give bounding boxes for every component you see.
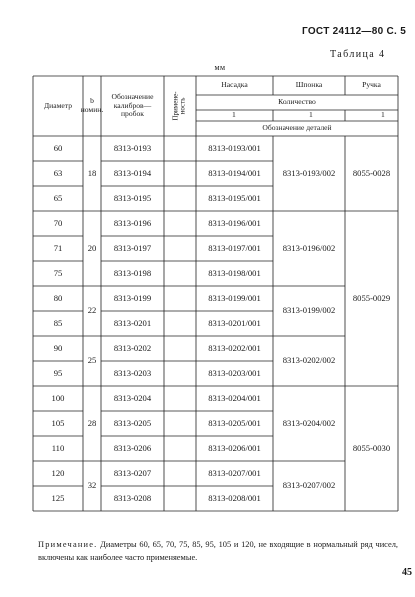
col-header-diameter	[33, 76, 83, 136]
quantity-value	[196, 110, 273, 121]
quantity-value-text: 1	[381, 110, 385, 120]
cell-gauge-text: 8313-0196	[113, 217, 152, 228]
cell-gauge-text: 8313-0201	[113, 317, 152, 328]
cell-diameter-text: 63	[53, 167, 63, 178]
cell-gauge-text: 8313-0195	[113, 192, 152, 203]
cell-shponka-text: 8313-0207/002	[282, 480, 336, 491]
cell-shponka-text: 8313-0204/002	[282, 417, 336, 428]
cell-nasadka	[196, 261, 273, 286]
cell-b-nominal-text: 32	[87, 480, 97, 491]
quantity-value-text: 1	[309, 110, 313, 120]
cell-nasadka	[196, 336, 273, 361]
quantity-value	[273, 110, 345, 121]
cell-diameter	[33, 411, 83, 436]
col-header-ruchka	[345, 76, 398, 95]
cell-ruchka-text: 8055-0030	[352, 442, 391, 453]
cell-nasadka-text: 8313-0208/001	[208, 492, 261, 503]
cell-b-nominal	[83, 386, 101, 461]
cell-b-nominal-text: 22	[87, 305, 97, 316]
cell-nasadka-text: 8313-0207/001	[208, 467, 261, 478]
cell-gauge-text: 8313-0197	[113, 242, 152, 253]
cell-gauge-text: 8313-0205	[113, 417, 152, 428]
col-header-quantity	[196, 95, 398, 110]
col-header-gauge-text: Обозначение калибров— пробок	[111, 91, 154, 119]
document-header: ГОСТ 24112—80 С. 5	[302, 26, 407, 37]
cell-shponka	[273, 336, 345, 386]
col-header-shponka	[273, 76, 345, 95]
col-header-diameter-text: Диаметр	[44, 100, 72, 110]
col-header-ruchka-text: Ручка	[362, 80, 381, 90]
cell-nasadka	[196, 411, 273, 436]
cell-diameter-text: 90	[53, 342, 63, 353]
cell-gauge	[101, 336, 164, 361]
cell-gauge	[101, 261, 164, 286]
col-header-b-nominal	[80, 76, 104, 136]
cell-gauge	[101, 436, 164, 461]
cell-shponka	[273, 136, 345, 211]
cell-gauge-text: 8313-0206	[113, 442, 152, 453]
cell-nasadka-text: 8313-0196/001	[208, 217, 261, 228]
cell-gauge-text: 8313-0203	[113, 367, 152, 378]
cell-diameter-text: 100	[51, 392, 65, 403]
cell-nasadka-text: 8313-0194/001	[208, 167, 261, 178]
cell-shponka-text: 8313-0199/002	[282, 305, 336, 316]
cell-ruchka-text: 8055-0028	[352, 167, 391, 178]
cell-nasadka	[196, 311, 273, 336]
cell-nasadka-text: 8313-0204/001	[208, 392, 261, 403]
cell-gauge-text: 8313-0194	[113, 167, 152, 178]
cell-b-nominal	[83, 286, 101, 336]
cell-gauge	[101, 286, 164, 311]
cell-gauge	[101, 411, 164, 436]
cell-diameter	[33, 436, 83, 461]
cell-nasadka	[196, 236, 273, 261]
cell-gauge-text: 8313-0207	[113, 467, 152, 478]
cell-gauge	[101, 311, 164, 336]
cell-ruchka-text: 8055-0029	[352, 292, 391, 303]
cell-gauge	[101, 461, 164, 486]
cell-gauge	[101, 486, 164, 511]
cell-gauge	[101, 161, 164, 186]
cell-diameter	[33, 261, 83, 286]
cell-diameter	[33, 361, 83, 386]
col-header-nasadka	[196, 76, 273, 95]
col-header-gauge	[101, 76, 164, 136]
cell-diameter	[33, 336, 83, 361]
col-header-shponka-text: Шпонка	[295, 80, 323, 90]
cell-gauge	[101, 136, 164, 161]
cell-ruchka	[345, 386, 398, 511]
cell-diameter-text: 80	[53, 292, 63, 303]
cell-b-nominal	[83, 336, 101, 386]
cell-diameter	[33, 486, 83, 511]
cell-gauge	[101, 211, 164, 236]
quantity-value-text: 1	[232, 110, 236, 120]
col-header-parts-designation-text: Обозначение деталей	[262, 123, 332, 133]
cell-diameter-text: 120	[51, 467, 65, 478]
cell-shponka	[273, 211, 345, 286]
cell-shponka-text: 8313-0193/002	[282, 167, 336, 178]
cell-nasadka	[196, 436, 273, 461]
cell-gauge-text: 8313-0199	[113, 292, 152, 303]
cell-ruchka	[345, 211, 398, 386]
cell-nasadka	[196, 136, 273, 161]
cell-nasadka-text: 8313-0193/001	[208, 142, 261, 153]
cell-diameter-text: 60	[53, 142, 63, 153]
col-header-applicability-text: Примене- ность	[172, 91, 187, 121]
cell-b-nominal	[83, 136, 101, 211]
cell-nasadka-text: 8313-0202/001	[208, 342, 261, 353]
cell-nasadka-text: 8313-0203/001	[208, 367, 261, 378]
col-header-b-nominal-text: b номин.	[80, 96, 104, 114]
cell-nasadka-text: 8313-0198/001	[208, 267, 261, 278]
cell-diameter-text: 95	[53, 367, 63, 378]
cell-diameter-text: 70	[53, 217, 63, 228]
cell-gauge	[101, 236, 164, 261]
cell-diameter-text: 65	[53, 192, 63, 203]
quantity-value	[345, 110, 398, 121]
col-header-nasadka-text: Насадка	[221, 80, 248, 90]
cell-gauge	[101, 361, 164, 386]
cell-shponka	[273, 386, 345, 461]
cell-b-nominal	[83, 461, 101, 511]
cell-gauge-text: 8313-0202	[113, 342, 152, 353]
cell-diameter-text: 71	[53, 242, 63, 253]
cell-diameter	[33, 161, 83, 186]
note-text: Диаметры 60, 65, 70, 75, 85, 95, 105 и 120, не входящие в нормальный ряд чисел, включены как наиболее часто применяемые.	[38, 540, 398, 562]
note-lead: Примечание.	[38, 540, 98, 549]
cell-nasadka-text: 8313-0206/001	[208, 442, 261, 453]
cell-diameter-text: 85	[53, 317, 63, 328]
cell-diameter	[33, 461, 83, 486]
cell-diameter	[33, 211, 83, 236]
cell-nasadka-text: 8313-0199/001	[208, 292, 261, 303]
cell-b-nominal-text: 20	[87, 242, 97, 253]
cell-b-nominal-text: 28	[87, 417, 97, 428]
cell-nasadka-text: 8313-0195/001	[208, 192, 261, 203]
table-note	[38, 539, 398, 564]
cell-shponka	[273, 461, 345, 511]
cell-nasadka	[196, 361, 273, 386]
cell-b-nominal-text: 18	[87, 167, 97, 178]
cell-gauge-text: 8313-0208	[113, 492, 152, 503]
cell-diameter-text: 110	[51, 442, 65, 453]
cell-nasadka	[196, 286, 273, 311]
cell-diameter-text: 75	[53, 267, 63, 278]
cell-nasadka	[196, 161, 273, 186]
page-number: 45	[402, 567, 412, 578]
table-title: Таблица 4	[330, 49, 386, 60]
cell-ruchka	[345, 136, 398, 211]
cell-nasadka	[196, 461, 273, 486]
cell-shponka-text: 8313-0202/002	[282, 355, 336, 366]
cell-gauge-text: 8313-0198	[113, 267, 152, 278]
cell-nasadka	[196, 486, 273, 511]
cell-diameter	[33, 186, 83, 211]
col-header-parts-designation	[196, 121, 398, 136]
cell-b-nominal-text: 25	[87, 355, 97, 366]
cell-shponka	[273, 286, 345, 336]
cell-nasadka	[196, 186, 273, 211]
cell-gauge-text: 8313-0193	[113, 142, 152, 153]
unit-label: мм	[214, 63, 226, 72]
cell-nasadka	[196, 386, 273, 411]
cell-nasadka	[196, 211, 273, 236]
cell-shponka-text: 8313-0196/002	[282, 242, 336, 253]
cell-gauge	[101, 386, 164, 411]
cell-gauge	[101, 186, 164, 211]
cell-diameter	[33, 311, 83, 336]
cell-nasadka-text: 8313-0197/001	[208, 242, 261, 253]
cell-nasadka-text: 8313-0201/001	[208, 317, 261, 328]
cell-b-nominal	[83, 211, 101, 286]
cell-diameter-text: 125	[51, 492, 65, 503]
cell-diameter-text: 105	[51, 417, 65, 428]
cell-diameter	[33, 286, 83, 311]
cell-diameter	[33, 136, 83, 161]
col-header-applicability	[164, 76, 196, 136]
cell-nasadka-text: 8313-0205/001	[208, 417, 261, 428]
col-header-quantity-text: Количество	[278, 97, 316, 107]
cell-gauge-text: 8313-0204	[113, 392, 152, 403]
cell-diameter	[33, 236, 83, 261]
cell-diameter	[33, 386, 83, 411]
